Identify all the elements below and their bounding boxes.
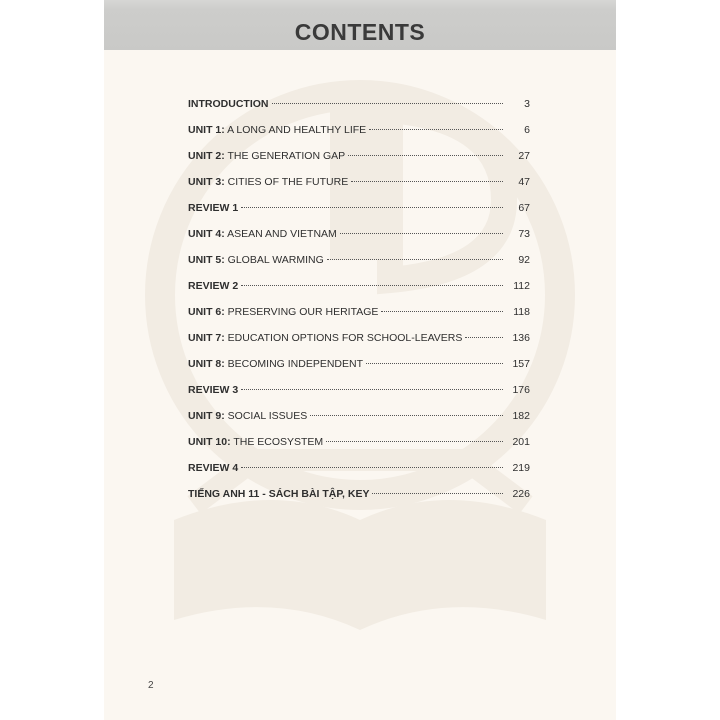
toc-entry-title [188, 356, 363, 372]
dot-leader [327, 259, 503, 260]
toc-entry-page: 136 [512, 332, 530, 344]
toc-entry [188, 226, 530, 252]
toc-entry-title [188, 460, 238, 476]
dot-leader [241, 467, 503, 468]
toc-entry-heading: REVIEW 4 [188, 462, 239, 474]
dot-leader [326, 441, 503, 442]
toc-entry-title [188, 434, 323, 450]
toc-entry-heading: UNIT 1: [188, 124, 225, 136]
toc-entry [188, 252, 530, 278]
toc-entry-page: 201 [512, 436, 530, 448]
toc-entry-title [188, 278, 238, 294]
toc-entry-heading: UNIT 6: [188, 306, 225, 318]
table-of-contents [188, 96, 530, 512]
toc-entry-title [188, 330, 462, 346]
toc-entry-page: 73 [518, 228, 530, 240]
dot-leader [241, 389, 503, 390]
toc-entry-subtitle: SOCIAL ISSUES [224, 410, 308, 422]
toc-entry-title [188, 174, 348, 190]
toc-entry-page: 219 [512, 462, 530, 474]
toc-entry-heading: UNIT 10: [188, 436, 231, 448]
toc-entry-subtitle: EDUCATION OPTIONS FOR SCHOOL-LEAVERS [224, 332, 463, 344]
toc-entry [188, 96, 530, 122]
toc-entry-subtitle: THE ECOSYSTEM [230, 436, 324, 448]
toc-entry-page: 176 [512, 384, 530, 396]
toc-entry-page: 47 [518, 176, 530, 188]
toc-entry-title [188, 486, 369, 502]
toc-entry-page: 27 [518, 150, 530, 162]
toc-entry [188, 486, 530, 512]
toc-entry-page: 92 [518, 254, 530, 266]
dot-leader [381, 311, 503, 312]
dot-leader [241, 207, 503, 208]
toc-entry-heading: REVIEW 2 [188, 280, 239, 292]
dot-leader [369, 129, 503, 130]
toc-entry-heading: REVIEW 1 [188, 202, 239, 214]
toc-entry-title [188, 252, 324, 268]
toc-entry [188, 382, 530, 408]
toc-entry-page: 182 [512, 410, 530, 422]
toc-entry-page: 118 [513, 306, 530, 318]
toc-entry-heading: UNIT 7: [188, 332, 225, 344]
page-title: CONTENTS [294, 19, 426, 45]
page-number: 2 [148, 680, 154, 691]
dot-leader [348, 155, 503, 156]
toc-entry-heading: TIẾNG ANH 11 - SÁCH BÀI TẬP, KEY [188, 488, 370, 500]
toc-entry-title [188, 96, 269, 112]
header-band [104, 0, 616, 50]
toc-entry-heading: UNIT 4: [188, 228, 225, 240]
toc-entry [188, 200, 530, 226]
toc-entry-page: 67 [518, 202, 530, 214]
toc-entry [188, 434, 530, 460]
toc-entry-page: 157 [512, 358, 530, 370]
dot-leader [351, 181, 503, 182]
toc-entry [188, 356, 530, 382]
toc-entry-subtitle: BECOMING INDEPENDENT [224, 358, 364, 370]
toc-entry-subtitle: ASEAN AND VIETNAM [224, 228, 337, 240]
toc-entry-heading: UNIT 8: [188, 358, 225, 370]
toc-entry-page: 3 [524, 98, 530, 110]
toc-entry-subtitle: THE GENERATION GAP [224, 150, 346, 162]
toc-entry-title [188, 226, 337, 242]
toc-entry-title [188, 200, 238, 216]
toc-entry-title [188, 304, 378, 320]
toc-entry [188, 174, 530, 200]
toc-entry [188, 278, 530, 304]
toc-entry-subtitle: GLOBAL WARMING [224, 254, 324, 266]
toc-entry-subtitle: CITIES OF THE FUTURE [224, 176, 349, 188]
toc-entry-subtitle: A LONG AND HEALTHY LIFE [224, 124, 367, 136]
dot-leader [310, 415, 503, 416]
toc-entry-title [188, 408, 307, 424]
toc-entry-heading: UNIT 9: [188, 410, 225, 422]
toc-entry-title [188, 148, 345, 164]
toc-entry-heading: UNIT 3: [188, 176, 225, 188]
dot-leader [272, 103, 504, 104]
toc-entry-page: 226 [512, 488, 530, 500]
toc-entry-heading: REVIEW 3 [188, 384, 239, 396]
toc-entry [188, 408, 530, 434]
dot-leader [372, 493, 503, 494]
dot-leader [465, 337, 503, 338]
toc-entry-heading: UNIT 5: [188, 254, 225, 266]
dot-leader [241, 285, 503, 286]
toc-entry [188, 330, 530, 356]
toc-entry [188, 122, 530, 148]
toc-entry [188, 460, 530, 486]
book-page [104, 0, 616, 720]
toc-entry-title [188, 382, 238, 398]
dot-leader [340, 233, 503, 234]
toc-entry [188, 148, 530, 174]
toc-entry-heading: INTRODUCTION [188, 98, 269, 110]
toc-entry [188, 304, 530, 330]
toc-entry-subtitle: PRESERVING OUR HERITAGE [224, 306, 379, 318]
toc-entry-heading: UNIT 2: [188, 150, 225, 162]
toc-entry-page: 112 [513, 280, 530, 292]
toc-entry-page: 6 [524, 124, 530, 136]
dot-leader [366, 363, 503, 364]
toc-entry-title [188, 122, 366, 138]
